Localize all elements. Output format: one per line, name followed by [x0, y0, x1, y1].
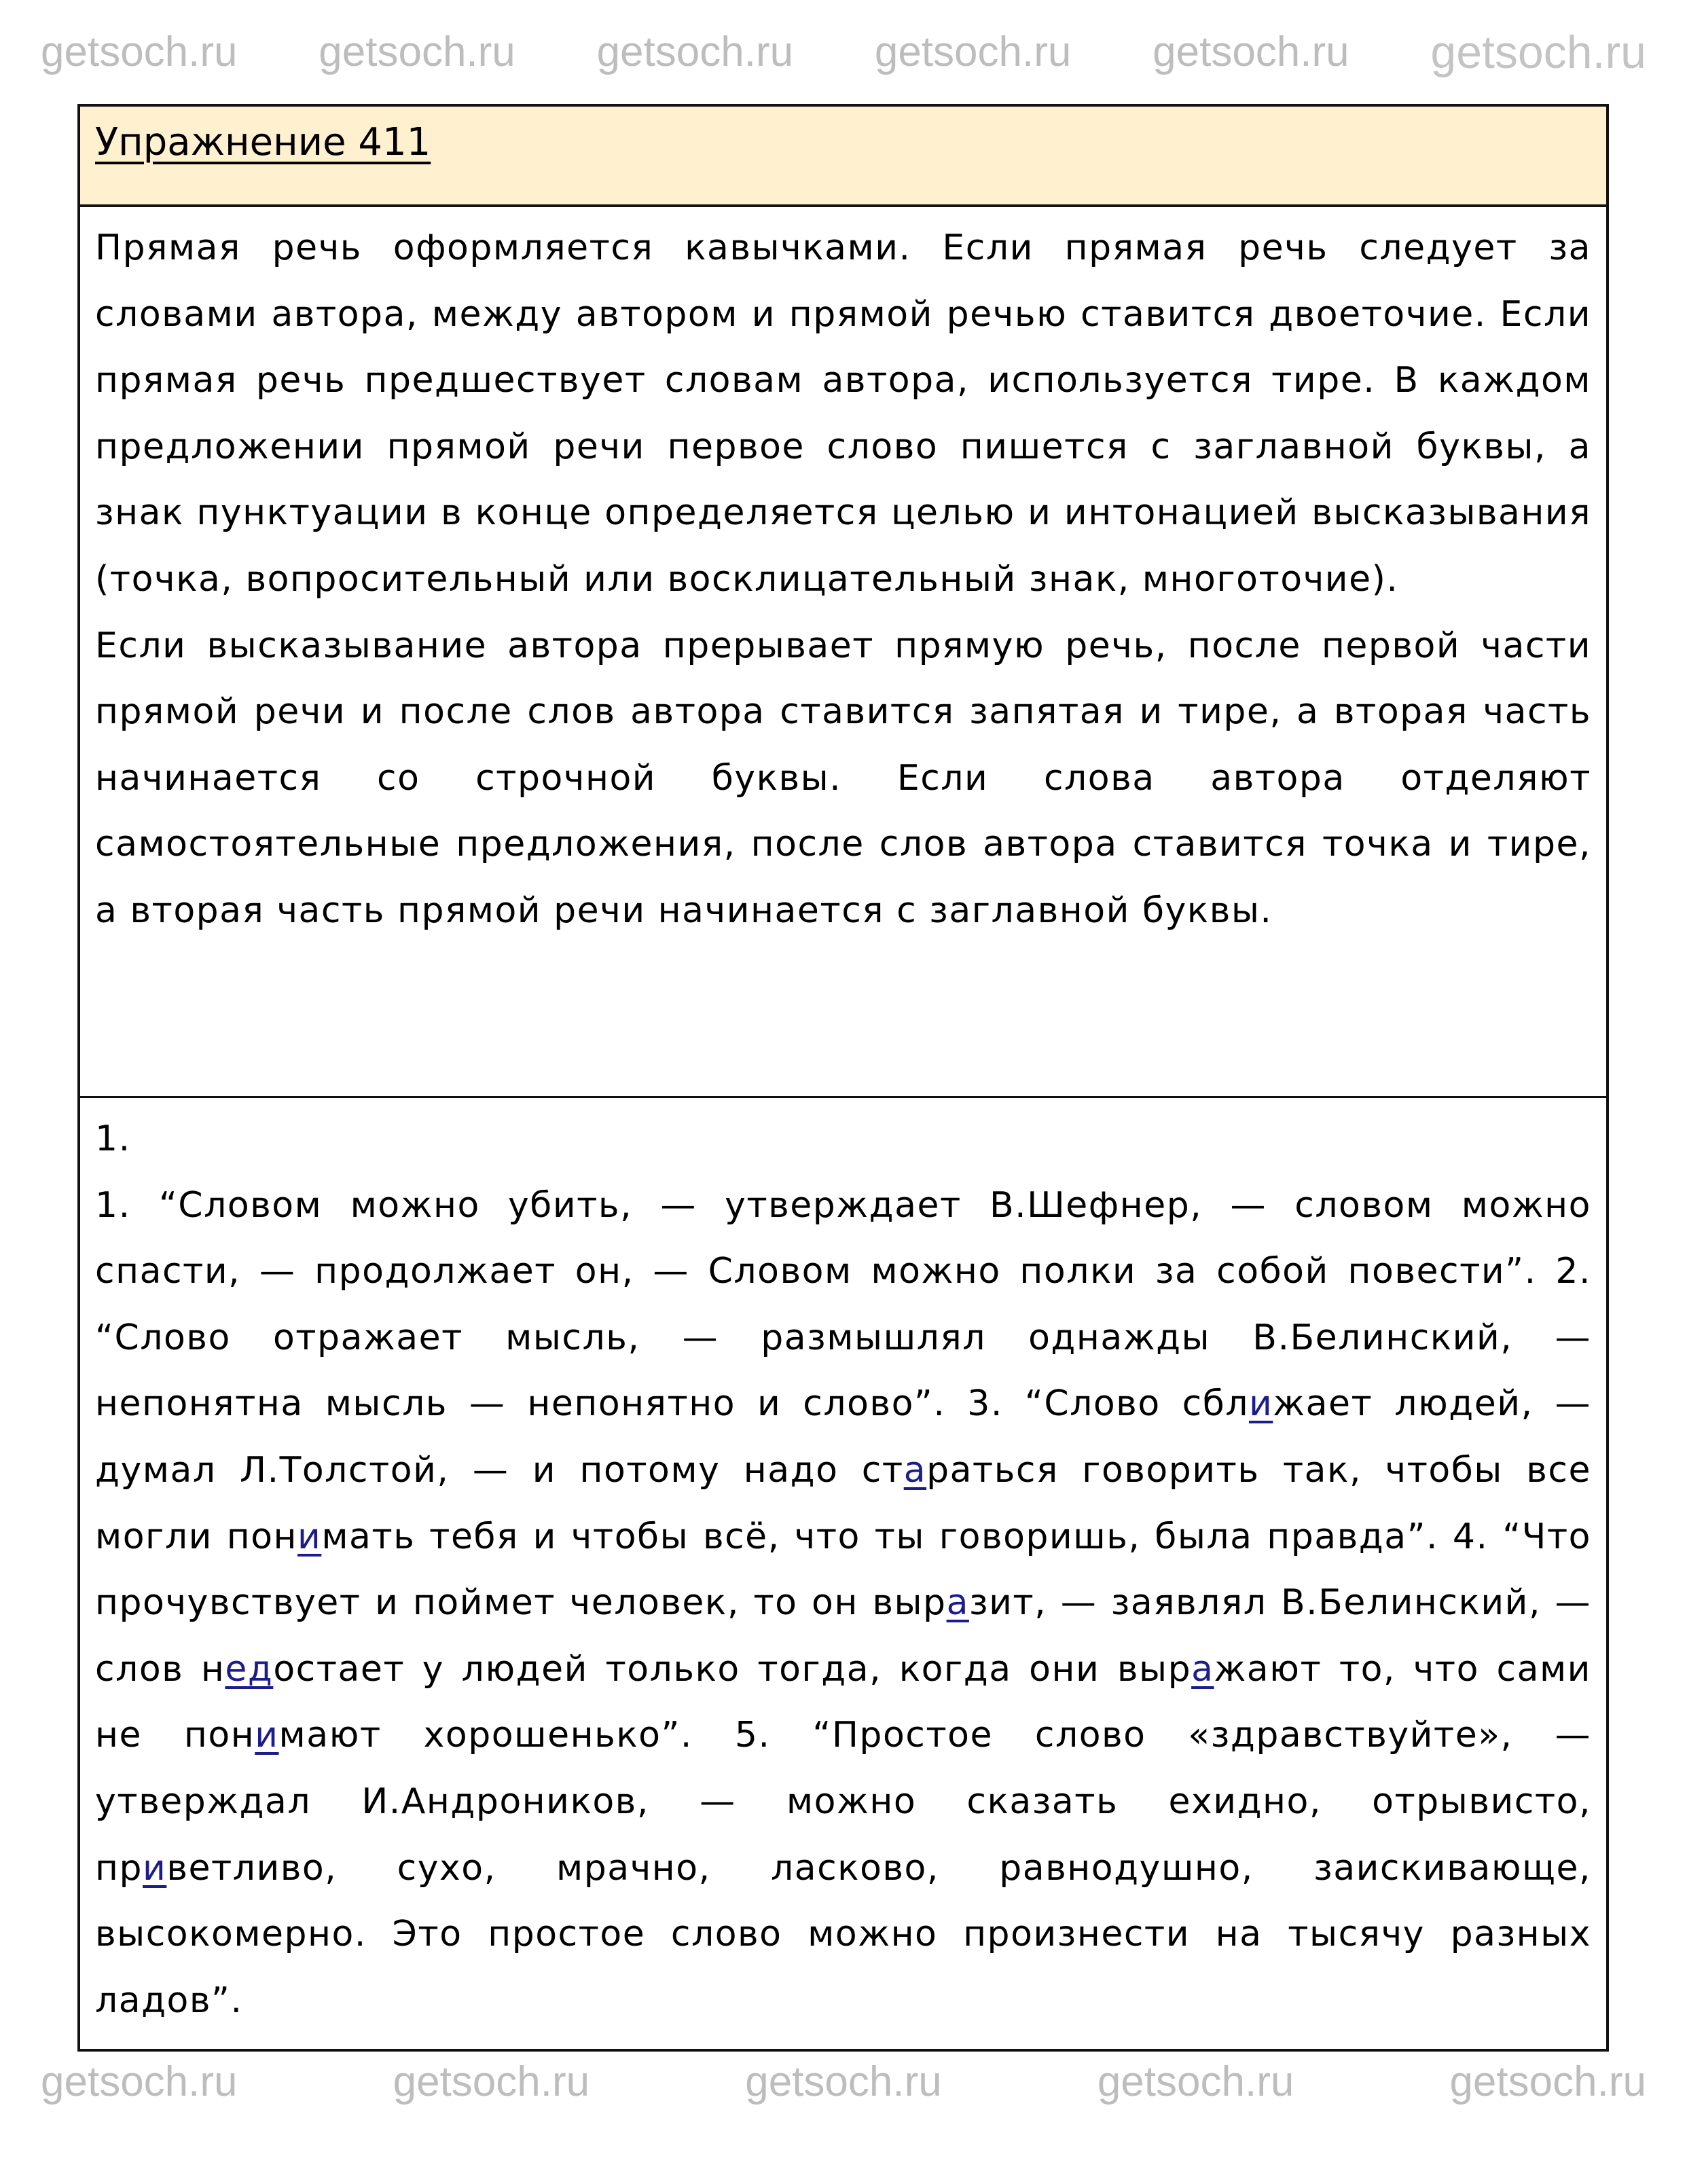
answer-number: 1. — [95, 1118, 131, 1159]
rule-paragraph: Прямая речь оформляется кавычками. Если прямая речь следует за словами автора, между автором и прямой речью ставится двоеточие. Если прямая речь предшествует словам автора, используется тире. В каждом предложении прямой речи первое слово пишется с заглавной буквы, а знак пунктуации в конце определяется целью и интонацией высказывания (точка, вопросительный или восклицательный знак, многоточие). — [95, 228, 1591, 600]
answer-text-segment: мать тебя и чтобы всё, что ты говоришь, была правда”. 4. “Что прочувствует и поймет человек, то он выр — [95, 1516, 1591, 1624]
answer-text-segment: мают хорошенько”. 5. “Простое слово «здравствуйте», — утверждал И.Андроников, — можно сказать ехидно, отрывисто, пр — [95, 1715, 1591, 1889]
answer-text-segment: жает людей, — думал Л.Толстой, — и потому надо ст — [95, 1383, 1591, 1491]
watermark: getsoch.ru — [596, 28, 794, 75]
answer-cell — [80, 1098, 1606, 2049]
watermark: getsoch.ru — [1153, 28, 1349, 75]
watermark: getsoch.ru — [874, 28, 1072, 75]
highlighted-letter: и — [143, 1847, 167, 1889]
highlighted-letter: а — [1191, 1648, 1214, 1690]
watermark: getsoch.ru — [319, 28, 515, 75]
answer-text-segment: раться говорить так, чтобы все могли пон — [95, 1449, 1591, 1557]
watermark: getsoch.ru — [1430, 26, 1646, 78]
rule-paragraph: Если высказывание автора прерывает прямую речь, после первой части прямой речи и после слов автора ставится запятая и тире, а вторая часть начинается со строчной буквы. Если слова автора отделяют самостоятельные предложения, после слов автора ставится точка и тире, а вторая часть прямой речи начинается с заглавной буквы. — [95, 625, 1591, 931]
watermark-row-bottom — [0, 2052, 1687, 2108]
answer-text-segment: зит, — заявлял В.Белинский, — слов н — [95, 1582, 1591, 1690]
highlighted-letter: и — [255, 1715, 279, 1756]
watermark: getsoch.ru — [1097, 2058, 1294, 2105]
watermark: getsoch.ru — [393, 2058, 590, 2105]
watermark-row-top — [0, 0, 1687, 104]
answer-text-segment: ветливо, сухо, мрачно, ласково, равнодушно, заискивающе, высокомерно. Это простое слово можно произнести на тысячу разных ладов”. — [95, 1847, 1591, 2021]
answer-text-segment: жают то, что сами не пон — [95, 1648, 1591, 1756]
highlighted-letter: а — [903, 1449, 927, 1491]
answer-text-segment: 1. “Словом можно убить, — утверждает В.Шефнер, — словом можно спасти, — продолжает он, — Словом можно полки за собой повести”. 2. “Слово отражает мысль, — размышлял однажды В.Белинский, — непонятна мысль — непонятно и слово”. 3. “Слово сбл — [95, 1184, 1591, 1425]
watermark: getsoch.ru — [745, 2058, 942, 2105]
watermark: getsoch.ru — [41, 2058, 238, 2105]
exercise-table — [77, 104, 1609, 2052]
answer-text-segment: остает у людей только тогда, когда они выр — [273, 1648, 1192, 1690]
answer-text — [95, 1173, 1591, 2035]
exercise-title: Упражнение 411 — [95, 120, 431, 164]
watermark: getsoch.ru — [1449, 2058, 1646, 2105]
highlighted-letter: ед — [225, 1648, 274, 1690]
rules-cell — [80, 207, 1606, 1098]
highlighted-letter: и — [297, 1516, 322, 1557]
exercise-header — [80, 107, 1606, 207]
highlighted-letter: а — [946, 1582, 969, 1624]
highlighted-letter: и — [1249, 1383, 1273, 1425]
watermark: getsoch.ru — [41, 28, 238, 75]
